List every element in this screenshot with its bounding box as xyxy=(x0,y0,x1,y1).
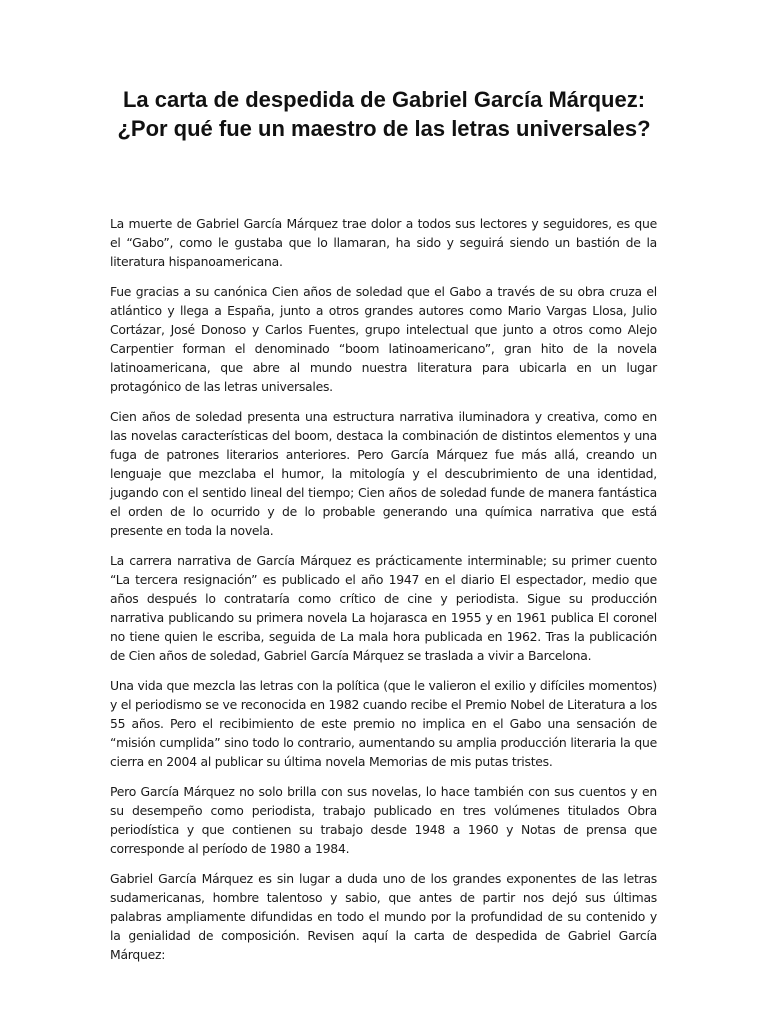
page-title: La carta de despedida de Gabriel García Márquez: ¿Por qué fue un maestro de las letras universales? xyxy=(117,87,651,141)
document-body xyxy=(110,214,657,975)
paragraph-6: Pero García Márquez no solo brilla con sus novelas, lo hace también con sus cuentos y en su desempeño como periodista, trabajo publicado en tres volúmenes titulados Obra periodística y que contienen su trabajo desde 1948 a 1960 y Notas de prensa que corresponde al período de 1980 a 1984. xyxy=(110,784,657,856)
paragraph-7: Gabriel García Márquez es sin lugar a duda uno de los grandes exponentes de las letras sudamericanas, hombre talentoso y sabio, que antes de partir nos dejó sus últimas palabras ampliamente difundidas en todo el mundo por la profundidad de su contenido y la genialidad de composición. Revisen aquí la carta de despedida de Gabriel García Márquez: xyxy=(110,871,657,962)
paragraph-2: Fue gracias a su canónica Cien años de soledad que el Gabo a través de su obra cruza el atlántico y llega a España, junto a otros grandes autores como Mario Vargas Llosa, Julio Cortázar, José Donoso y Carlos Fuentes, grupo intelectual que junto a otros como Alejo Carpentier forman el denominado “boom latinoamericano”, gran hito de la novela latinoamericana, que abre al mundo nuestra literatura para ubicarla en un lugar protagónico de las letras universales. xyxy=(110,284,657,394)
paragraph-3: Cien años de soledad presenta una estructura narrativa iluminadora y creativa, como en las novelas características del boom, destaca la combinación de distintos elementos y una fuga de patrones literarios anteriores. Pero García Márquez fue más allá, creando un lenguaje que mezclaba el humor, la mitología y el descubrimiento de una identidad, jugando con el sentido lineal del tiempo; Cien años de soledad funde de manera fantástica el orden de lo ocurrido y de lo probable generando una química narrativa que está presente en toda la novela. xyxy=(110,409,657,538)
paragraph-4: La carrera narrativa de García Márquez es prácticamente interminable; su primer cuento “La tercera resignación” es publicado el año 1947 en el diario El espectador, medio que años después lo contrataría como crítico de cine y periodista. Sigue su producción narrativa publicando su primera novela La hojarasca en 1955 y en 1961 publica El coronel no tiene quien le escriba, seguida de La mala hora publicada en 1962. Tras la publicación de Cien años de soledad, Gabriel García Márquez se traslada a vivir a Barcelona. xyxy=(110,553,657,663)
paragraph-5: Una vida que mezcla las letras con la política (que le valieron el exilio y difíciles momentos) y el periodismo se ve reconocida en 1982 cuando recibe el Premio Nobel de Literatura a los 55 años. Pero el recibimiento de este premio no implica en el Gabo una sensación de “misión cumplida” sino todo lo contrario, aumentando su amplia producción literaria la que cierra en 2004 al publicar su última novela Memorias de mis putas tristes. xyxy=(110,678,657,769)
paragraph-1: La muerte de Gabriel García Márquez trae dolor a todos sus lectores y seguidores, es que el “Gabo”, como le gustaba que lo llamaran, ha sido y seguirá siendo un bastión de la literatura hispanoamericana. xyxy=(110,216,657,269)
